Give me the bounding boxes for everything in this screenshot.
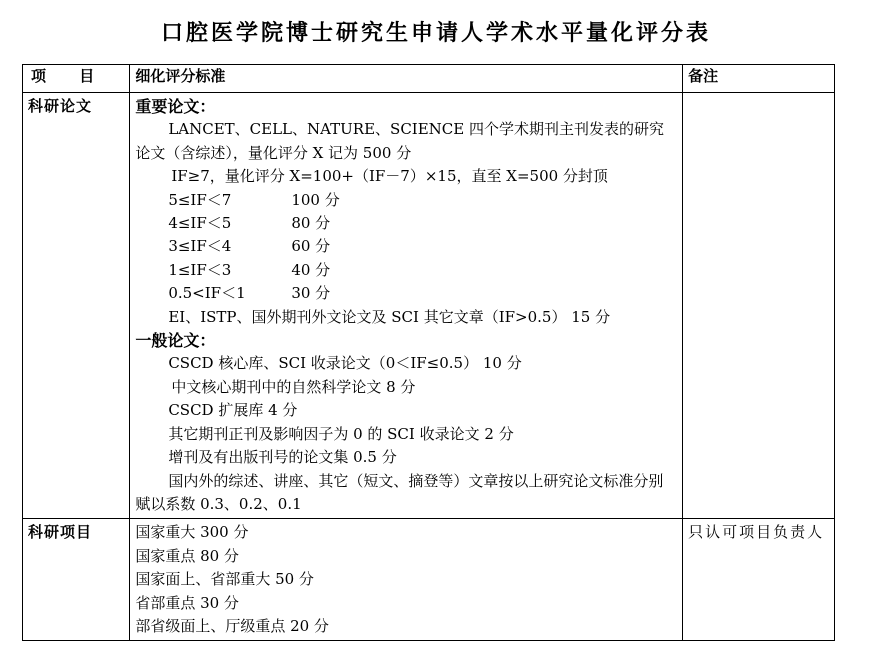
score-line: [135, 189, 678, 212]
criteria-line: 国家面上、省部重大 50 分: [135, 570, 314, 589]
criteria-line: CSCD 核心库、SCI 收录论文（0＜IF≤0.5） 10 分: [168, 354, 522, 373]
row-item-projects: 科研项目: [23, 519, 130, 641]
criteria-line: 其它期刊正刊及影响因子为 0 的 SCI 收录论文 2 分: [168, 424, 514, 443]
note-papers: [683, 93, 835, 519]
page-title: 口腔医学院博士研究生申请人学术水平量化评分表: [160, 21, 711, 46]
score-range: 4≤IF＜5: [168, 214, 232, 233]
criteria-line: 国内外的综述、讲座、其它（短文、摘登等）文章按以上研究论文标准分别赋以系数 0.3、0.2、0.1: [135, 471, 664, 513]
criteria-line: EI、ISTP、国外期刊外文论文及 SCI 其它文章（IF>0.5） 15 分: [168, 307, 611, 326]
criteria-line: IF≥7，量化评分 X=100+（IF－7）×15，直至 X=500 分封顶: [171, 167, 608, 186]
score-points: 30 分: [291, 284, 331, 303]
table-row: [23, 519, 835, 641]
score-line: [135, 235, 678, 258]
score-line: [135, 212, 678, 235]
section-heading-important: 重要论文：: [135, 97, 216, 116]
score-line: [135, 282, 678, 305]
criteria-line: 省部重点 30 分: [135, 593, 239, 612]
header-note: 备注: [683, 65, 835, 93]
scoring-table: [22, 64, 835, 641]
table-header-row: [23, 65, 835, 93]
criteria-line: 部省级面上、厅级重点 20 分: [135, 616, 329, 635]
criteria-line: 增刊及有出版刊号的论文集 0.5 分: [168, 448, 397, 467]
score-range: 1≤IF＜3: [168, 260, 232, 279]
score-line: [135, 259, 678, 282]
score-range: 5≤IF＜7: [168, 190, 232, 209]
section-heading-general: 一般论文：: [135, 331, 216, 351]
score-points: 40 分: [291, 260, 331, 279]
criteria-line: 国家重大 300 分: [135, 523, 249, 542]
criteria-line: 中文核心期刊中的自然科学论文 8 分: [171, 377, 416, 396]
note-projects: 只认可项目负责人: [683, 519, 835, 641]
criteria-line: CSCD 扩展库 4 分: [168, 401, 298, 420]
criteria-projects: [130, 519, 683, 641]
score-range: 0.5<IF＜1: [168, 284, 246, 303]
header-item: 项 目: [23, 65, 130, 93]
header-criteria: 细化评分标准: [130, 65, 683, 93]
criteria-papers: [130, 93, 683, 519]
criteria-line: LANCET、CELL、NATURE、SCIENCE 四个学术期刊主刊发表的研究论文（含综述），量化评分 X 记为 500 分: [135, 120, 664, 162]
score-points: 60 分: [291, 237, 331, 256]
score-points: 100 分: [291, 190, 340, 209]
score-range: 3≤IF＜4: [168, 237, 232, 256]
criteria-line: 国家重点 80 分: [135, 546, 239, 565]
score-points: 80 分: [291, 214, 331, 233]
table-row: [23, 93, 835, 519]
row-item-papers: 科研论文: [23, 93, 130, 519]
